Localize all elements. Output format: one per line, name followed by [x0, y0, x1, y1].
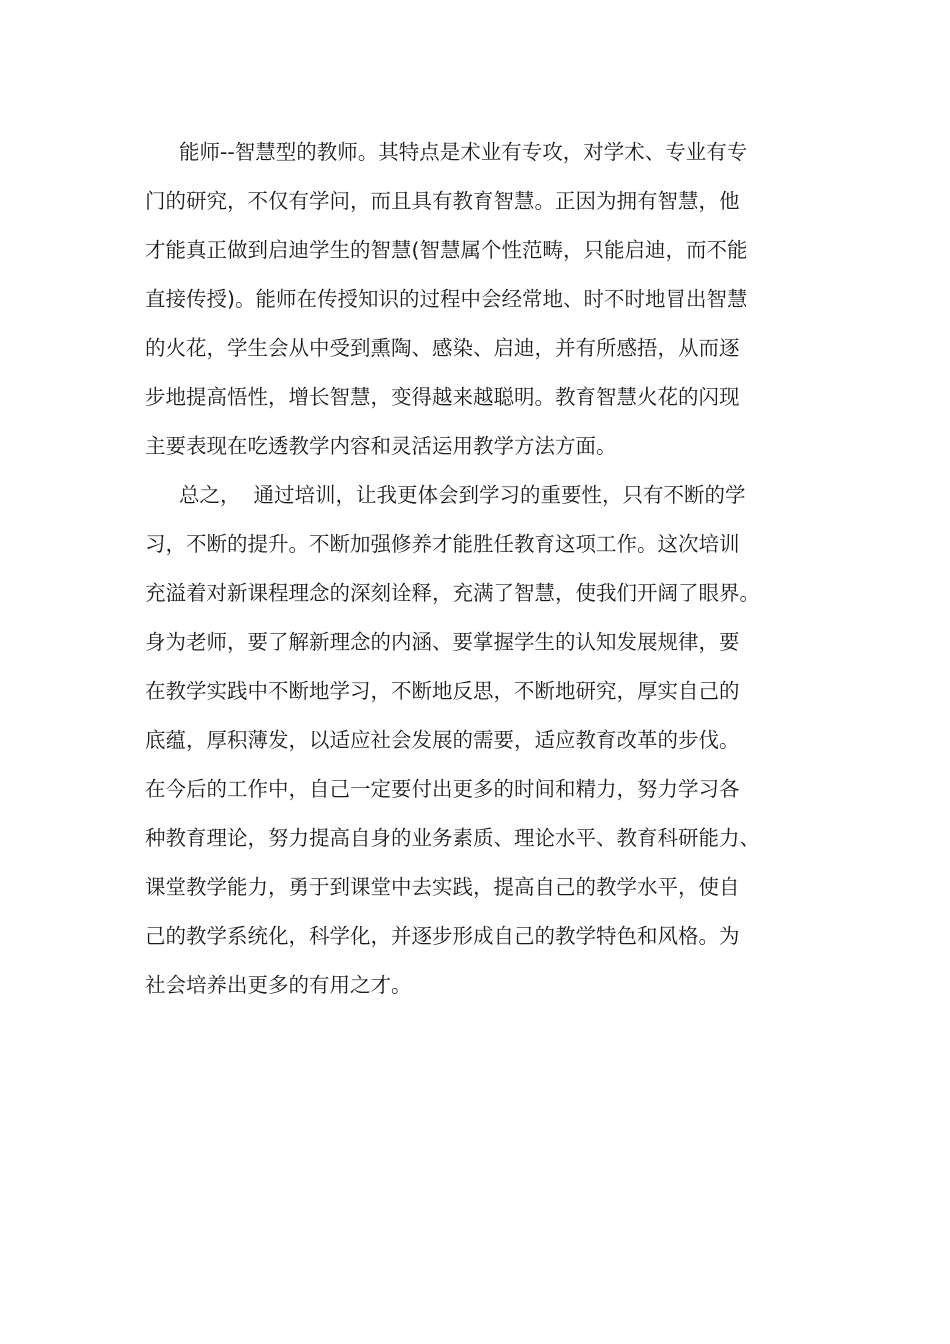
paragraph-1 [145, 128, 825, 471]
text-line: 在教学实践中不断地学习，不断地反思，不断地研究，厚实自己的 [145, 679, 740, 703]
text-line: 社会培养出更多的有用之才。 [145, 973, 412, 997]
text-line: 充溢着对新课程理念的深刻诠释，充满了智慧，使我们开阔了眼界。 [145, 581, 760, 605]
text-line: 直接传授)。能师在传授知识的过程中会经常地、时不时地冒出智慧 [145, 287, 748, 311]
text-line: 主要表现在吃透教学内容和灵活运用教学方法方面。 [145, 434, 617, 458]
text-line: 总之， 通过培训，让我更体会到学习的重要性，只有不断的学 [179, 483, 746, 507]
text-line: 课堂教学能力，勇于到课堂中去实践，提高自己的教学水平，使自 [145, 875, 740, 899]
text-line: 的火花，学生会从中受到熏陶、感染、启迪，并有所感捂，从而逐 [145, 336, 740, 360]
text-line: 种教育理论，努力提高自身的业务素质、理论水平、教育科研能力、 [145, 826, 760, 850]
paragraph-2 [145, 471, 825, 1010]
text-line: 在今后的工作中，自己一定要付出更多的时间和精力，努力学习各 [145, 777, 740, 801]
text-line: 门的研究，不仅有学问，而且具有教育智慧。正因为拥有智慧，他 [145, 189, 740, 213]
text-line: 才能真正做到启迪学生的智慧(智慧属个性范畴，只能启迪，而不能 [145, 238, 748, 262]
text-line: 底蕴，厚积薄发，以适应社会发展的需要，适应教育改革的步伐。 [145, 728, 740, 752]
text-line: 能师--智慧型的教师。其特点是术业有专攻，对学术、专业有专 [179, 140, 748, 164]
text-line: 身为老师，要了解新理念的内涵、要掌握学生的认知发展规律，要 [145, 630, 740, 654]
body-text [145, 128, 825, 1010]
text-line: 己的教学系统化，科学化，并逐步形成自己的教学特色和风格。为 [145, 924, 740, 948]
text-line: 习，不断的提升。不断加强修养才能胜任教育这项工作。这次培训 [145, 532, 740, 556]
text-line: 步地提高悟性，增长智慧，变得越来越聪明。教育智慧火花的闪现 [145, 385, 740, 409]
